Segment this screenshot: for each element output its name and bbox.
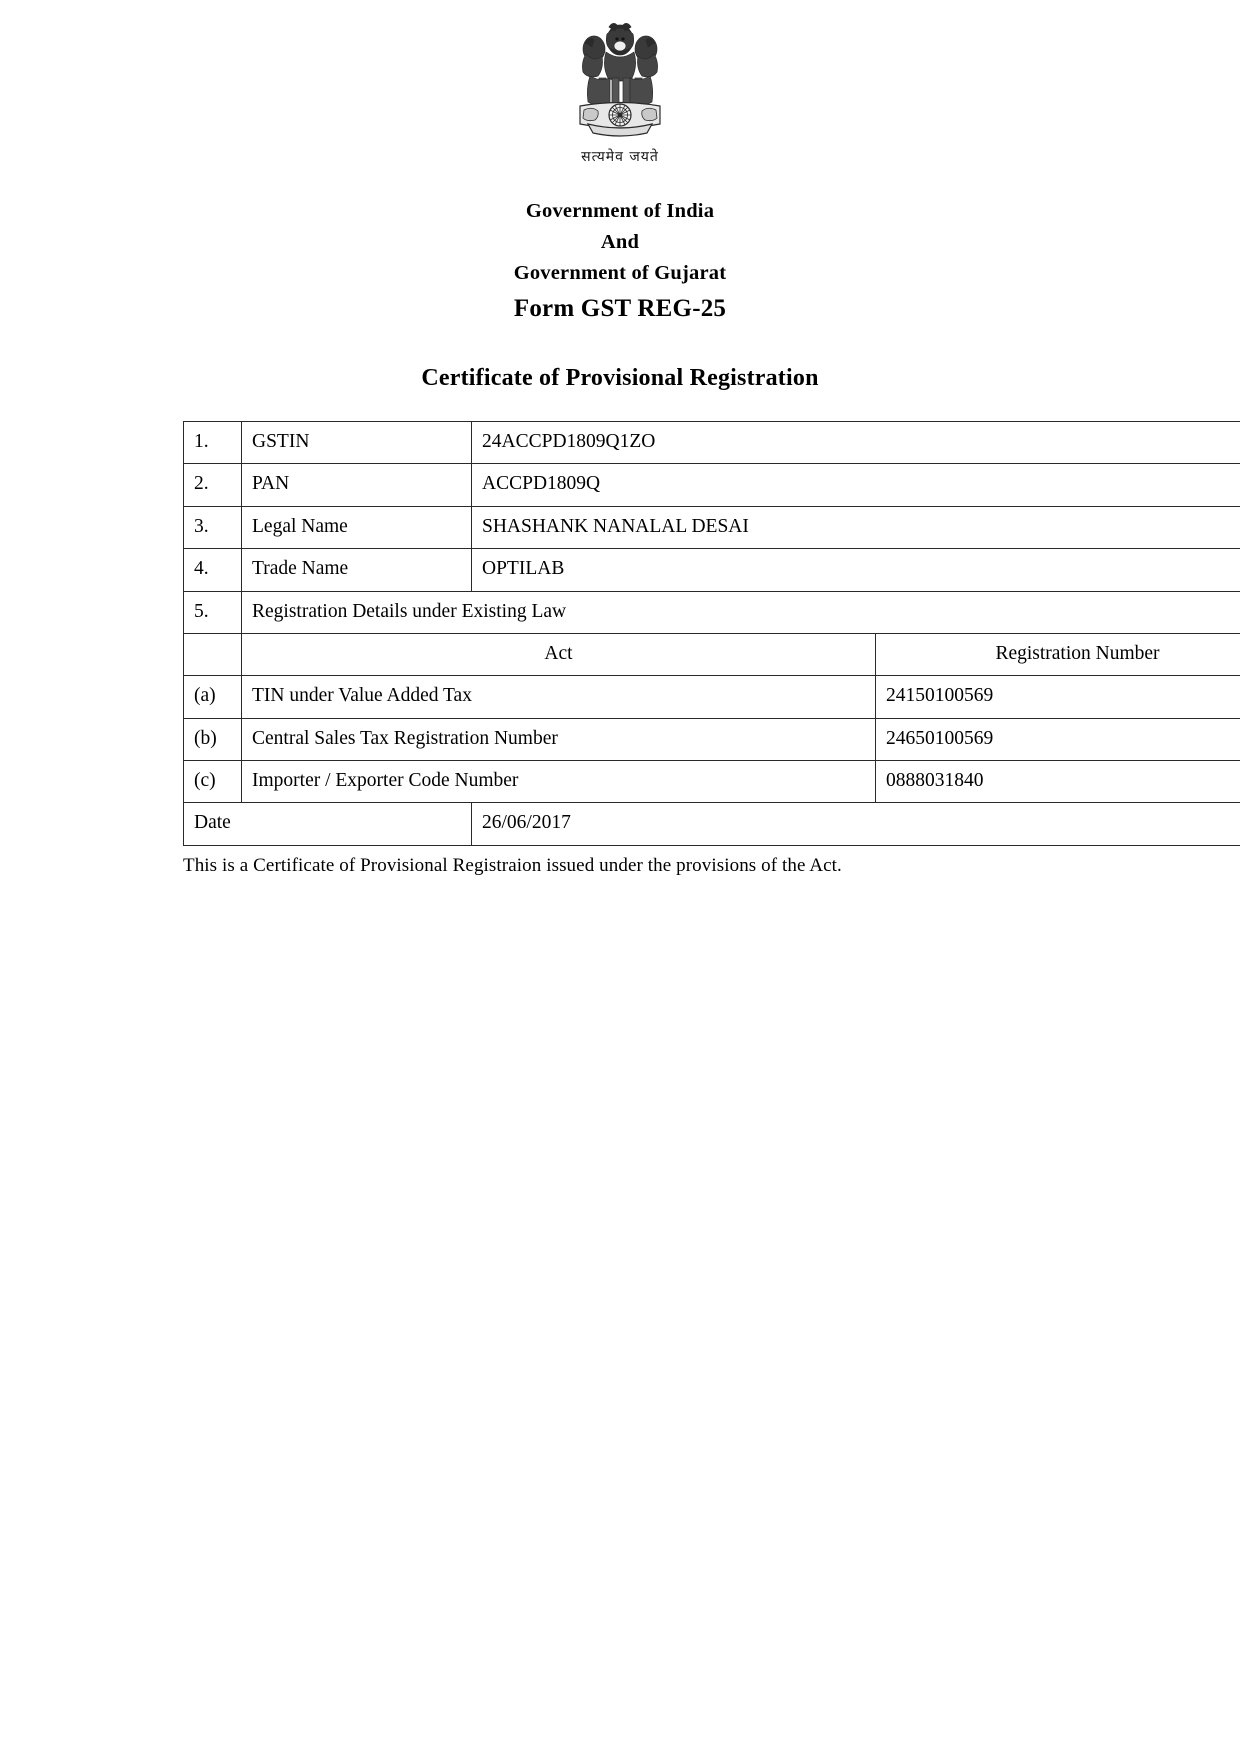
row-value-trade-name: OPTILAB	[472, 549, 1240, 591]
certificate-title: Certificate of Provisional Registration	[421, 365, 819, 391]
row-value-gstin: 24ACCPD1809Q1ZO	[472, 422, 1240, 464]
table-row	[184, 676, 1240, 718]
entry-act: Central Sales Tax Registration Number	[242, 718, 876, 760]
state-emblem-icon	[568, 18, 672, 146]
entry-number: (a)	[184, 676, 242, 718]
section-number: 5.	[184, 591, 242, 633]
column-header-registration-number: Registration Number	[876, 633, 1240, 675]
emblem-block	[0, 18, 1240, 166]
date-label: Date	[184, 803, 472, 845]
table-row	[184, 549, 1240, 591]
table-row	[184, 718, 1240, 760]
table-row-section-heading	[184, 591, 1240, 633]
header-line-government-of-india: Government of India	[525, 200, 715, 222]
entry-act: TIN under Value Added Tax	[242, 676, 876, 718]
section-title: Registration Details under Existing Law	[242, 591, 1240, 633]
row-number: 1.	[184, 422, 242, 464]
row-label: GSTIN	[242, 422, 472, 464]
row-value-pan: ACCPD1809Q	[472, 464, 1240, 506]
entry-number: (c)	[184, 761, 242, 803]
header-line-and: And	[600, 231, 640, 253]
document-header	[0, 196, 1240, 327]
table-row	[184, 464, 1240, 506]
entry-registration-number: 24650100569	[876, 718, 1240, 760]
row-label: Trade Name	[242, 549, 472, 591]
subheader-spacer	[184, 633, 242, 675]
row-label: PAN	[242, 464, 472, 506]
row-label: Legal Name	[242, 506, 472, 548]
row-number: 3.	[184, 506, 242, 548]
registration-details-table	[183, 421, 1240, 846]
table-row	[184, 761, 1240, 803]
entry-number: (b)	[184, 718, 242, 760]
date-value: 26/06/2017	[472, 803, 1240, 845]
column-header-act: Act	[242, 633, 876, 675]
row-value-legal-name: SHASHANK NANALAL DESAI	[472, 506, 1240, 548]
emblem-motto: सत्यमेव जयते	[581, 149, 659, 165]
entry-registration-number: 24150100569	[876, 676, 1240, 718]
footer-note: This is a Certificate of Provisional Registraion issued under the provisions of the Act.	[183, 855, 842, 876]
table-row-subheader	[184, 633, 1240, 675]
entry-registration-number: 0888031840	[876, 761, 1240, 803]
table-row	[184, 506, 1240, 548]
row-number: 2.	[184, 464, 242, 506]
form-title: Form GST REG-25	[513, 295, 727, 322]
entry-act: Importer / Exporter Code Number	[242, 761, 876, 803]
header-line-government-of-gujarat: Government of Gujarat	[513, 262, 727, 284]
row-number: 4.	[184, 549, 242, 591]
table-row-date	[184, 803, 1240, 845]
table-row	[184, 422, 1240, 464]
